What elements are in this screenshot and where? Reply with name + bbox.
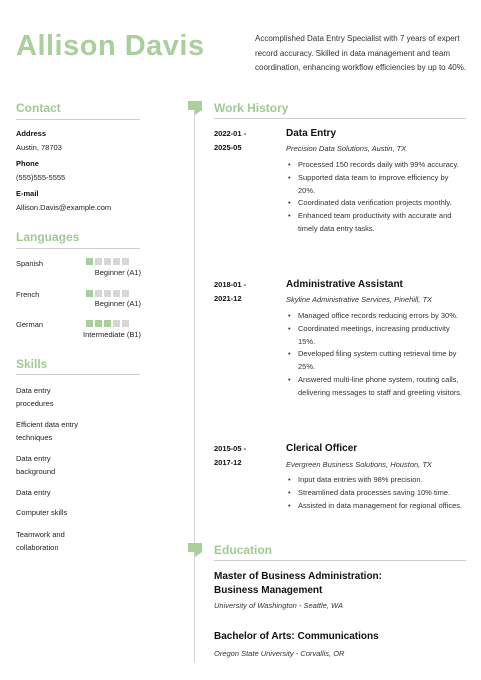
job-bullets xyxy=(286,159,466,236)
profile-summary: Accomplished Data Entry Specialist with 7 years of expert record accuracy. Skilled in data management and team coordination, enhancing workflow efficiencies by up to 40%. xyxy=(255,34,467,72)
address-value: Austin, 78703 xyxy=(16,143,62,152)
job-dates xyxy=(214,278,246,306)
proficiency-segment-empty xyxy=(104,290,111,297)
language-level: Beginner (A1) xyxy=(94,299,141,308)
job-bullet: • Streamlined data processes saving 10% time. xyxy=(286,487,466,500)
school-name: University of Washington - Seattle, WA xyxy=(214,601,343,610)
skill-item: Teamwork and collaboration xyxy=(16,530,65,552)
email-label: E-mail xyxy=(16,189,39,198)
proficiency-segment-empty xyxy=(104,258,111,265)
job-start-date: 2018-01 - xyxy=(214,280,247,289)
work-history-heading: Work History xyxy=(214,101,289,115)
skill-item: Data entry xyxy=(16,488,51,497)
job-bullet: • Supported data team to improve efficiency by 20%. xyxy=(286,172,466,198)
proficiency-segment-filled xyxy=(95,320,102,327)
skills-divider xyxy=(16,374,140,375)
language-proficiency-bar xyxy=(86,258,129,265)
job-title: Data Entry xyxy=(286,128,337,139)
skill-item: Data entry procedures xyxy=(16,386,54,408)
proficiency-segment-filled xyxy=(86,320,93,327)
proficiency-segment-empty xyxy=(113,258,120,265)
language-proficiency-bar xyxy=(86,320,129,327)
language-level: Intermediate (B1) xyxy=(83,330,141,339)
work-history-flag-icon xyxy=(188,101,202,115)
proficiency-segment-filled xyxy=(104,320,111,327)
language-name: French xyxy=(16,290,40,299)
degree-title: Bachelor of Arts: Communications xyxy=(214,631,379,642)
education-flag-icon xyxy=(188,543,202,557)
job-bullet: • Answered multi-line phone system, routing calls, delivering messages to staff and greeting visitors. xyxy=(286,374,466,400)
work-history-divider xyxy=(214,118,466,119)
candidate-name: Allison Davis xyxy=(16,30,205,62)
job-title: Administrative Assistant xyxy=(286,279,403,290)
job-end-date: 2025-05 xyxy=(214,143,242,152)
job-start-date: 2015-05 - xyxy=(214,444,247,453)
language-name: German xyxy=(16,320,44,329)
proficiency-segment-empty xyxy=(122,320,129,327)
address-label: Address xyxy=(16,129,47,138)
job-dates xyxy=(214,127,246,155)
phone-label: Phone xyxy=(16,159,39,168)
job-company: Skyline Administrative Services, Pinehill, TX xyxy=(286,295,433,304)
job-company: Precision Data Solutions, Austin, TX xyxy=(286,144,407,153)
language-level: Beginner (A1) xyxy=(94,268,141,277)
job-title: Clerical Officer xyxy=(286,443,358,454)
proficiency-segment-filled xyxy=(86,290,93,297)
languages-divider xyxy=(16,248,140,249)
skill-item: Efficient data entry techniques xyxy=(16,420,78,442)
job-bullet: • Developed filing system cutting retrieval time by 25%. xyxy=(286,348,466,374)
contact-divider xyxy=(16,119,140,120)
job-dates xyxy=(214,442,246,470)
job-bullet: • Coordinated meetings, increasing productivity 15%. xyxy=(286,323,466,349)
job-bullet: • Managed office records reducing errors by 30%. xyxy=(286,310,466,323)
job-bullet: • Processed 150 records daily with 99% accuracy. xyxy=(286,159,466,172)
school-name: Oregon State University - Corvallis, OR xyxy=(214,649,345,658)
proficiency-segment-empty xyxy=(122,258,129,265)
job-bullet: • Assisted in data management for regional offices. xyxy=(286,500,466,513)
proficiency-segment-empty xyxy=(122,290,129,297)
skill-item: Computer skills xyxy=(16,508,68,517)
job-end-date: 2017-12 xyxy=(214,458,242,467)
language-name: Spanish xyxy=(16,259,44,268)
education-heading: Education xyxy=(214,543,273,557)
education-divider xyxy=(214,560,466,561)
job-company: Evergreen Business Solutions, Houston, TX xyxy=(286,460,432,469)
job-end-date: 2021-12 xyxy=(214,294,242,303)
contact-heading: Contact xyxy=(16,101,61,115)
job-bullet: • Enhanced team productivity with accurate and timely data entry tasks. xyxy=(286,210,466,236)
skills-heading: Skills xyxy=(16,357,48,371)
proficiency-segment-filled xyxy=(86,258,93,265)
phone-value: (555)555-5555 xyxy=(16,173,66,182)
job-bullet: • Input data entries with 98% precision. xyxy=(286,474,466,487)
proficiency-segment-empty xyxy=(113,290,120,297)
email-value: Allison.Davis@example.com xyxy=(16,203,112,212)
job-start-date: 2022-01 - xyxy=(214,129,247,138)
language-proficiency-bar xyxy=(86,290,129,297)
skill-item: Data entry background xyxy=(16,454,56,476)
job-bullet: • Coordinated data verification projects monthly. xyxy=(286,197,466,210)
job-bullets xyxy=(286,310,466,400)
proficiency-segment-empty xyxy=(113,320,120,327)
job-bullets xyxy=(286,474,466,512)
degree-title: Master of Business Administration: Business Management xyxy=(214,571,382,596)
proficiency-segment-empty xyxy=(95,290,102,297)
languages-heading: Languages xyxy=(16,230,80,244)
proficiency-segment-empty xyxy=(95,258,102,265)
timeline-line xyxy=(194,103,195,663)
